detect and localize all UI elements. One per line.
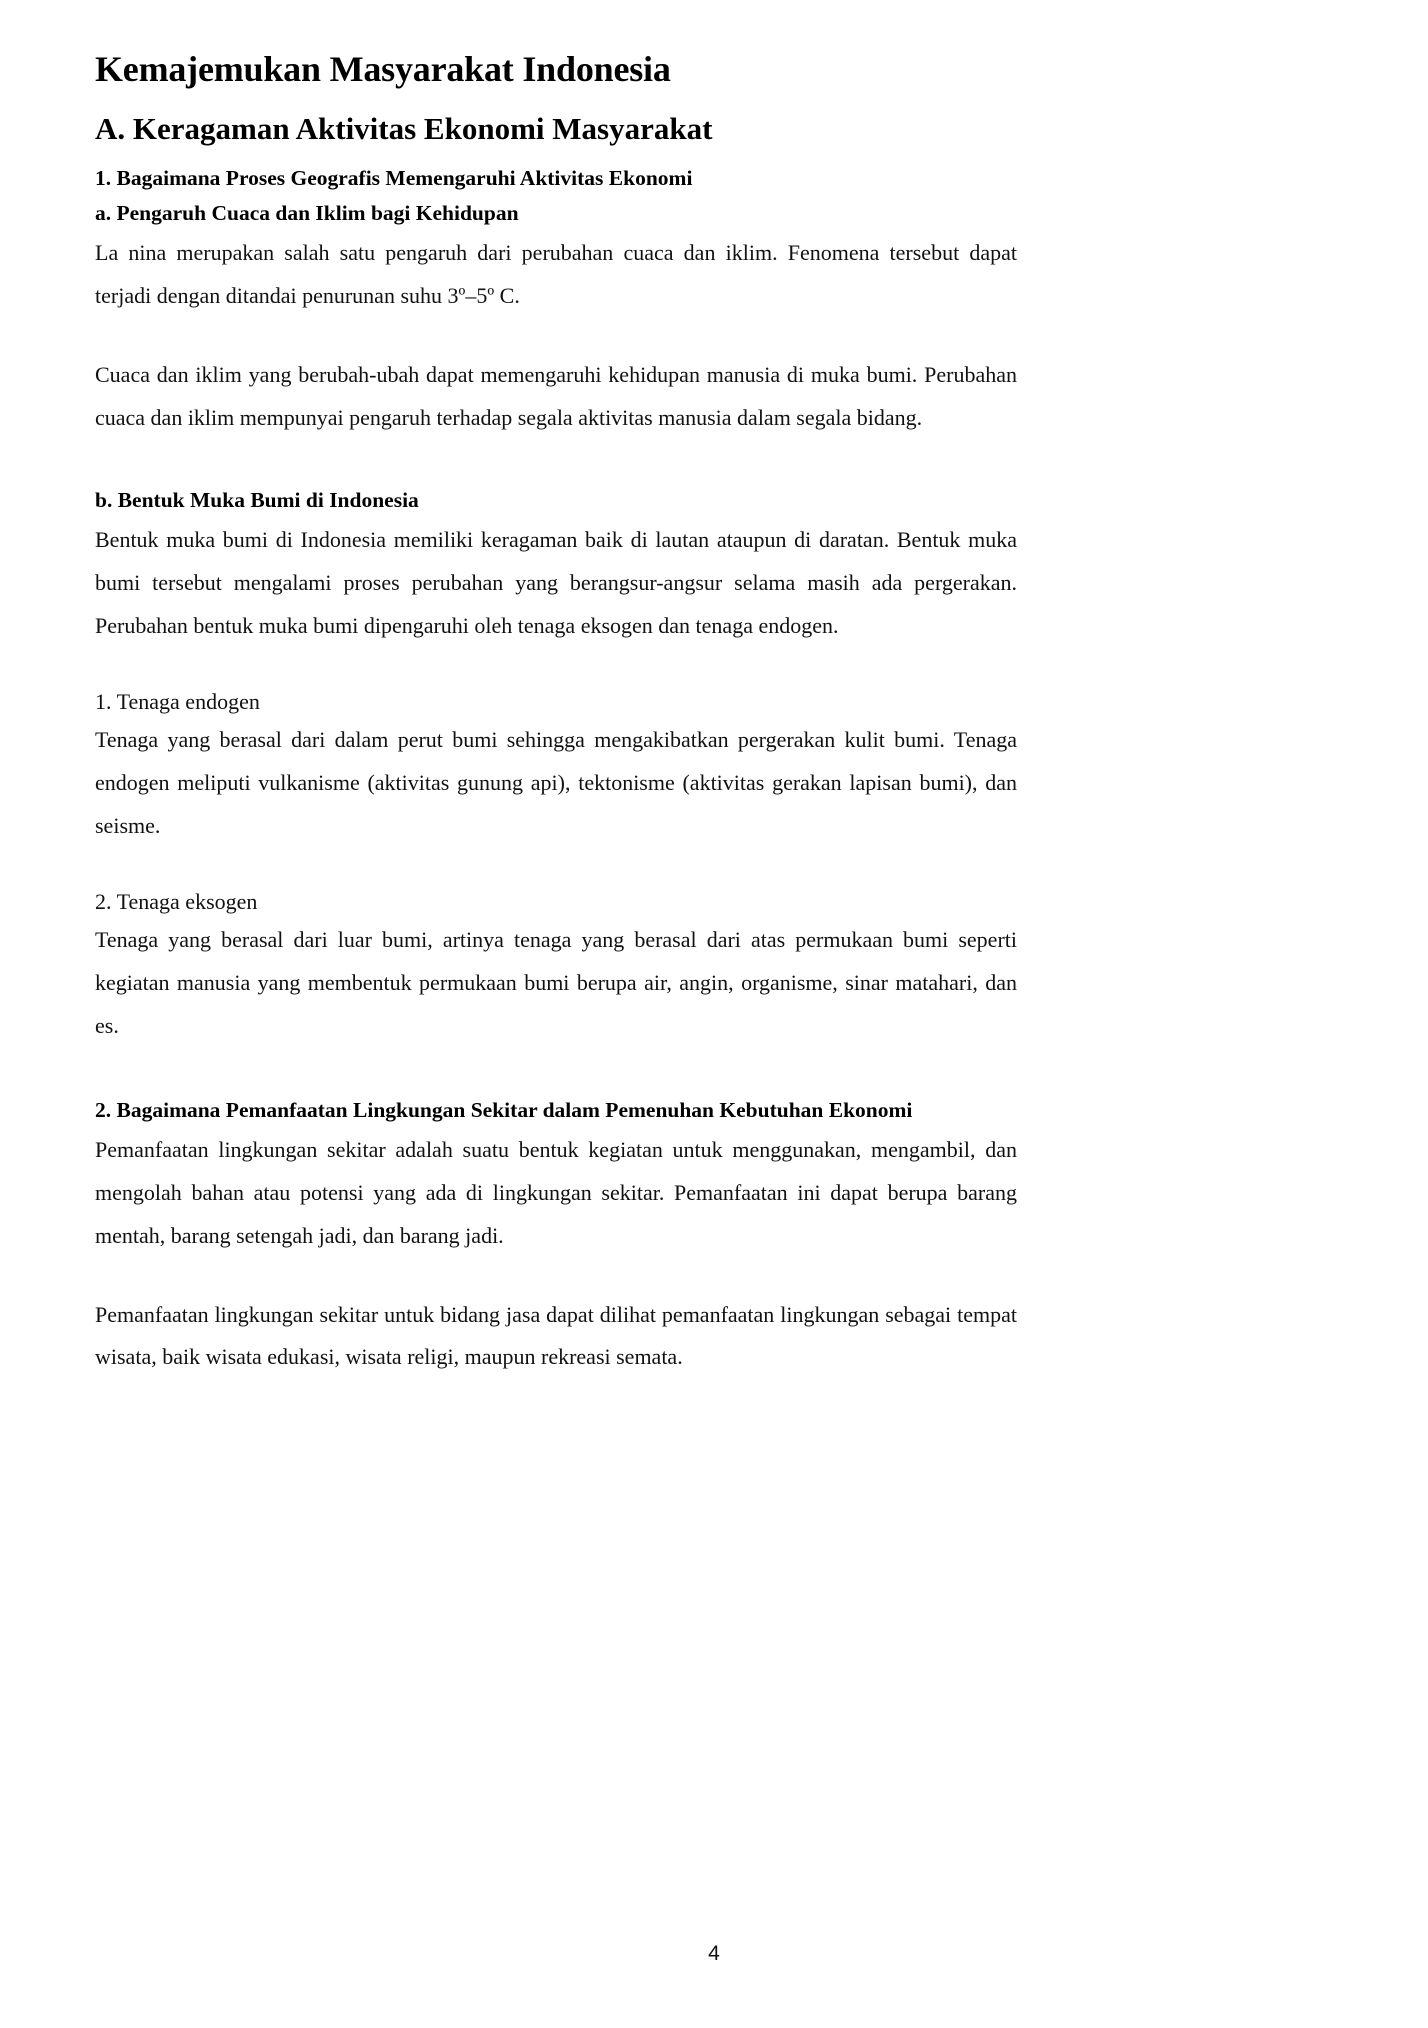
subheading-2: 2. Bagaimana Pemanfaatan Lingkungan Sekitar dalam Pemenuhan Kebutuhan Ekonomi [95, 1097, 913, 1122]
page-title: Kemajemukan Masyarakat Indonesia [95, 49, 671, 89]
spacer [95, 848, 1017, 884]
subheading-1b: b. Bentuk Muka Bumi di Indonesia [95, 487, 419, 512]
spacer [95, 648, 1017, 684]
list-item-label-tenaga-endogen: 1. Tenaga endogen [95, 688, 260, 714]
paragraph-1a-1: La nina merupakan salah satu pengaruh dari perubahan cuaca dan iklim. Fenomena tersebut dapat terjadi dengan ditandai penurunan suhu 3º–5º C. [95, 240, 1017, 309]
page-content [95, 48, 1017, 1379]
spacer [95, 318, 1017, 354]
paragraph-tenaga-endogen: Tenaga yang berasal dari dalam perut bumi sehingga mengakibatkan pergerakan kulit bumi. Tenaga endogen meliputi vulkanisme (aktivitas gunung api), tektonisme (aktivitas gerakan lapisan bumi), dan seisme. [95, 727, 1017, 838]
subheading-1: 1. Bagaimana Proses Geografis Memengaruhi Aktivitas Ekonomi [95, 165, 693, 190]
paragraph-1b-1: Bentuk muka bumi di Indonesia memiliki keragaman baik di lautan ataupun di daratan. Bentuk muka bumi tersebut mengalami proses perubahan yang berangsur-angsur selama masih ada pergerakan. Perubahan bentuk muka bumi dipengaruhi oleh tenaga eksogen dan tenaga endogen. [95, 527, 1017, 638]
paragraph-2-1: Pemanfaatan lingkungan sekitar adalah suatu bentuk kegiatan untuk menggunakan, mengambil, dan mengolah bahan atau potensi yang ada di lingkungan sekitar. Pemanfaatan ini dapat berupa barang mentah, barang setengah jadi, dan barang jadi. [95, 1136, 1017, 1248]
paragraph-2-2: Pemanfaatan lingkungan sekitar untuk bidang jasa dapat dilihat pemanfaatan lingkungan sebagai tempat wisata, baik wisata edukasi, wisata religi, maupun rekreasi semata. [95, 1301, 1017, 1370]
paragraph-tenaga-eksogen: Tenaga yang berasal dari luar bumi, artinya tenaga yang berasal dari atas permukaan bumi seperti kegiatan manusia yang membentuk permukaan bumi berupa air, angin, organisme, sinar matahari, dan es. [95, 926, 1017, 1038]
spacer [95, 1048, 1017, 1094]
spacer [95, 1258, 1017, 1294]
section-heading-a: A. Keragaman Aktivitas Ekonomi Masyarakat [95, 110, 713, 146]
list-item-label-tenaga-eksogen: 2. Tenaga eksogen [95, 888, 258, 914]
subheading-1a: a. Pengaruh Cuaca dan Iklim bagi Kehidupan [95, 201, 519, 226]
spacer [95, 440, 1017, 484]
paragraph-1a-2: Cuaca dan iklim yang berubah-ubah dapat memengaruhi kehidupan manusia di muka bumi. Perubahan cuaca dan iklim mempunyai pengaruh terhadap segala aktivitas manusia dalam segala bidang. [95, 362, 1017, 431]
page-number: 4 [708, 1942, 720, 1965]
